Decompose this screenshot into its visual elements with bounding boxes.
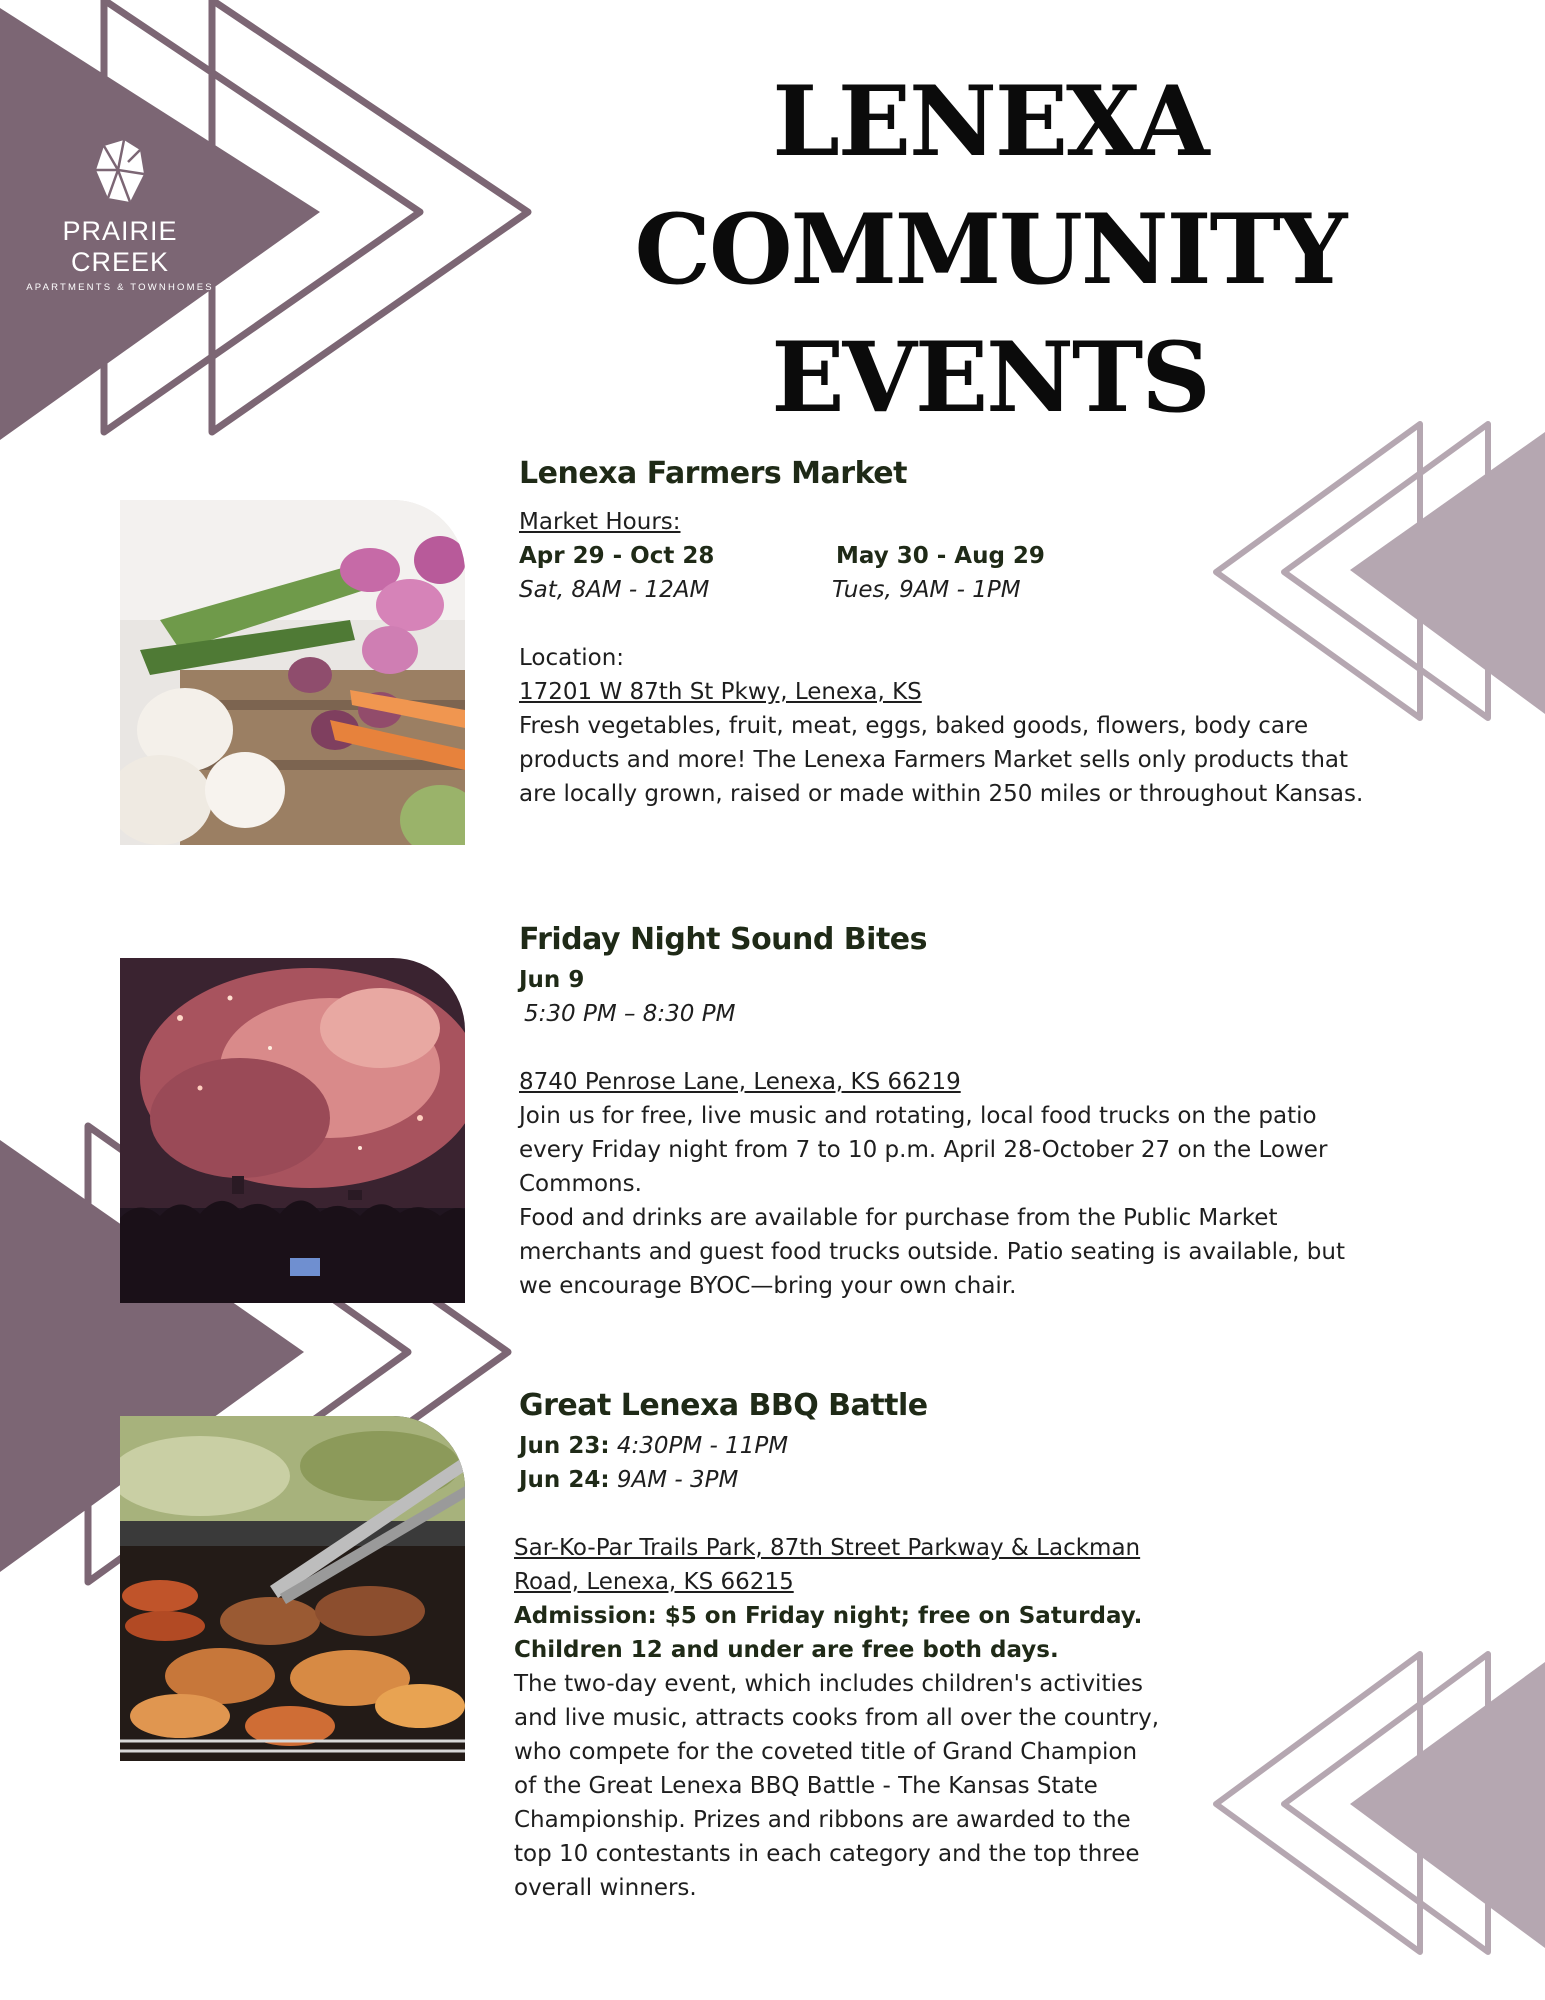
description-line: Fresh vegetables, fruit, meat, eggs, baked goods, flowers, body care [519,713,1309,739]
logo-mark-icon [94,140,146,206]
right-triangle-light [1350,1662,1545,1948]
season-2-dates: May 30 - Aug 29 [836,543,1045,569]
season-1-dates: Apr 29 - Oct 28 [519,543,715,569]
event-description [519,1099,1479,1303]
day-1-time: 4:30PM - 11PM [616,1433,789,1459]
location-label: Location: [519,645,625,671]
description-line: and live music, attracts cooks from all over the country, [514,1705,1160,1731]
event-time: 5:30 PM – 8:30 PM [524,1001,736,1027]
description-line: of the Great Lenexa BBQ Battle - The Kansas State [514,1773,1098,1799]
day-1-date: Jun 23: [519,1433,610,1459]
event-description [514,1667,1219,1905]
event-description [519,709,1479,811]
description-line: we encourage BYOC—bring your own chair. [519,1273,1017,1299]
prairie-creek-logo [10,140,230,293]
event-title: Great Lenexa BBQ Battle [519,1388,928,1423]
description-line: top 10 contestants in each category and the top three [514,1841,1140,1867]
event-bbq-battle [514,1388,1219,1905]
market-hours-label: Market Hours: [519,509,681,535]
description-line: overall winners. [514,1875,697,1901]
event-title: Lenexa Farmers Market [519,456,907,491]
description-line: every Friday night from 7 to 10 p.m. April 28-October 27 on the Lower [519,1137,1328,1163]
event-address-link[interactable]: 8740 Penrose Lane, Lenexa, KS 66219 [519,1069,961,1095]
bbq-photo [120,1416,465,1761]
description-line: products and more! The Lenexa Farmers Market sells only products that [519,747,1349,773]
event-date: Jun 9 [519,967,585,993]
description-line: The two-day event, which includes children's activities [514,1671,1143,1697]
description-line: Food and drinks are available for purchase from the Public Market [519,1205,1278,1231]
day-2-date: Jun 24: [519,1467,610,1493]
event-title: Friday Night Sound Bites [519,922,927,957]
page-title-line-1: LENEXA COMMUNITY [634,65,1346,306]
page-title-line-2: EVENTS [771,321,1209,434]
farmers-market-photo [120,500,465,845]
event-farmers-market [519,456,1479,811]
event-sound-bites [519,922,1479,1303]
logo-subtitle: APARTMENTS & TOWNHOMES [26,282,214,293]
event-address-link[interactable]: Road, Lenexa, KS 66215 [514,1569,794,1595]
description-line: Championship. Prizes and ribbons are awarded to the [514,1807,1131,1833]
event-address-link[interactable]: Sar-Ko-Par Trails Park, 87th Street Parkway & Lackman [514,1535,1141,1561]
concert-photo [120,958,465,1303]
admission-line: Children 12 and under are free both days. [514,1637,1059,1663]
season-1-time: Sat, 8AM - 12AM [519,577,710,603]
event-address-link[interactable]: 17201 W 87th St Pkwy, Lenexa, KS [519,679,922,705]
description-line: are locally grown, raised or made within 250 miles or throughout Kansas. [519,781,1364,807]
description-line: merchants and guest food trucks outside. Patio seating is available, but [519,1239,1345,1265]
description-line: who compete for the coveted title of Grand Champion [514,1739,1138,1765]
day-2-time: 9AM - 3PM [616,1467,739,1493]
description-line: Commons. [519,1171,642,1197]
description-line: Join us for free, live music and rotating, local food trucks on the patio [519,1103,1317,1129]
logo-name: PRAIRIE CREEK [62,216,178,277]
season-2-time: Tues, 9AM - 1PM [832,577,1021,603]
page-title [470,58,1510,442]
admission-line: Admission: $5 on Friday night; free on Saturday. [514,1603,1143,1629]
